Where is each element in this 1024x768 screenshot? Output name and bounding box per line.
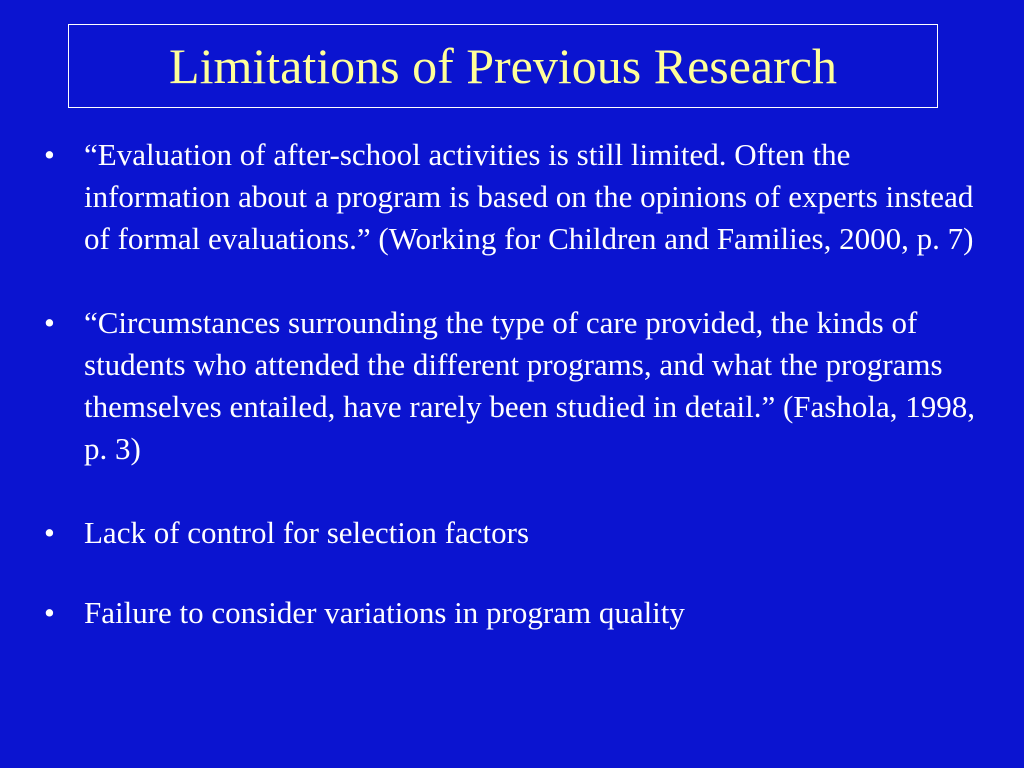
bullet-icon: • xyxy=(44,137,55,172)
bullet-text: Failure to consider variations in program quality xyxy=(84,595,685,630)
bullet-icon: • xyxy=(44,305,55,340)
bullet-icon: • xyxy=(44,595,55,630)
bullet-text: “Evaluation of after-school activities is still limited. Often the information about a program is based on the opinions of experts instead of formal evaluations.” (Working for Children and Families, 2000, p. 7) xyxy=(84,137,974,256)
bullet-item xyxy=(44,592,994,634)
bullet-item xyxy=(44,512,994,554)
title-frame xyxy=(68,24,938,108)
bullet-text: Lack of control for selection factors xyxy=(84,515,530,550)
bullet-item xyxy=(44,134,994,260)
bullet-icon: • xyxy=(44,515,55,550)
bullet-text: “Circumstances surrounding the type of care provided, the kinds of students who attended the different programs, and what the programs themselves entailed, have rarely been studied in detail.” (Fashola, 1998, p. 3) xyxy=(84,305,975,466)
bullet-list xyxy=(44,134,994,634)
slide-title: Limitations of Previous Research xyxy=(169,38,837,94)
bullet-item xyxy=(44,302,994,470)
